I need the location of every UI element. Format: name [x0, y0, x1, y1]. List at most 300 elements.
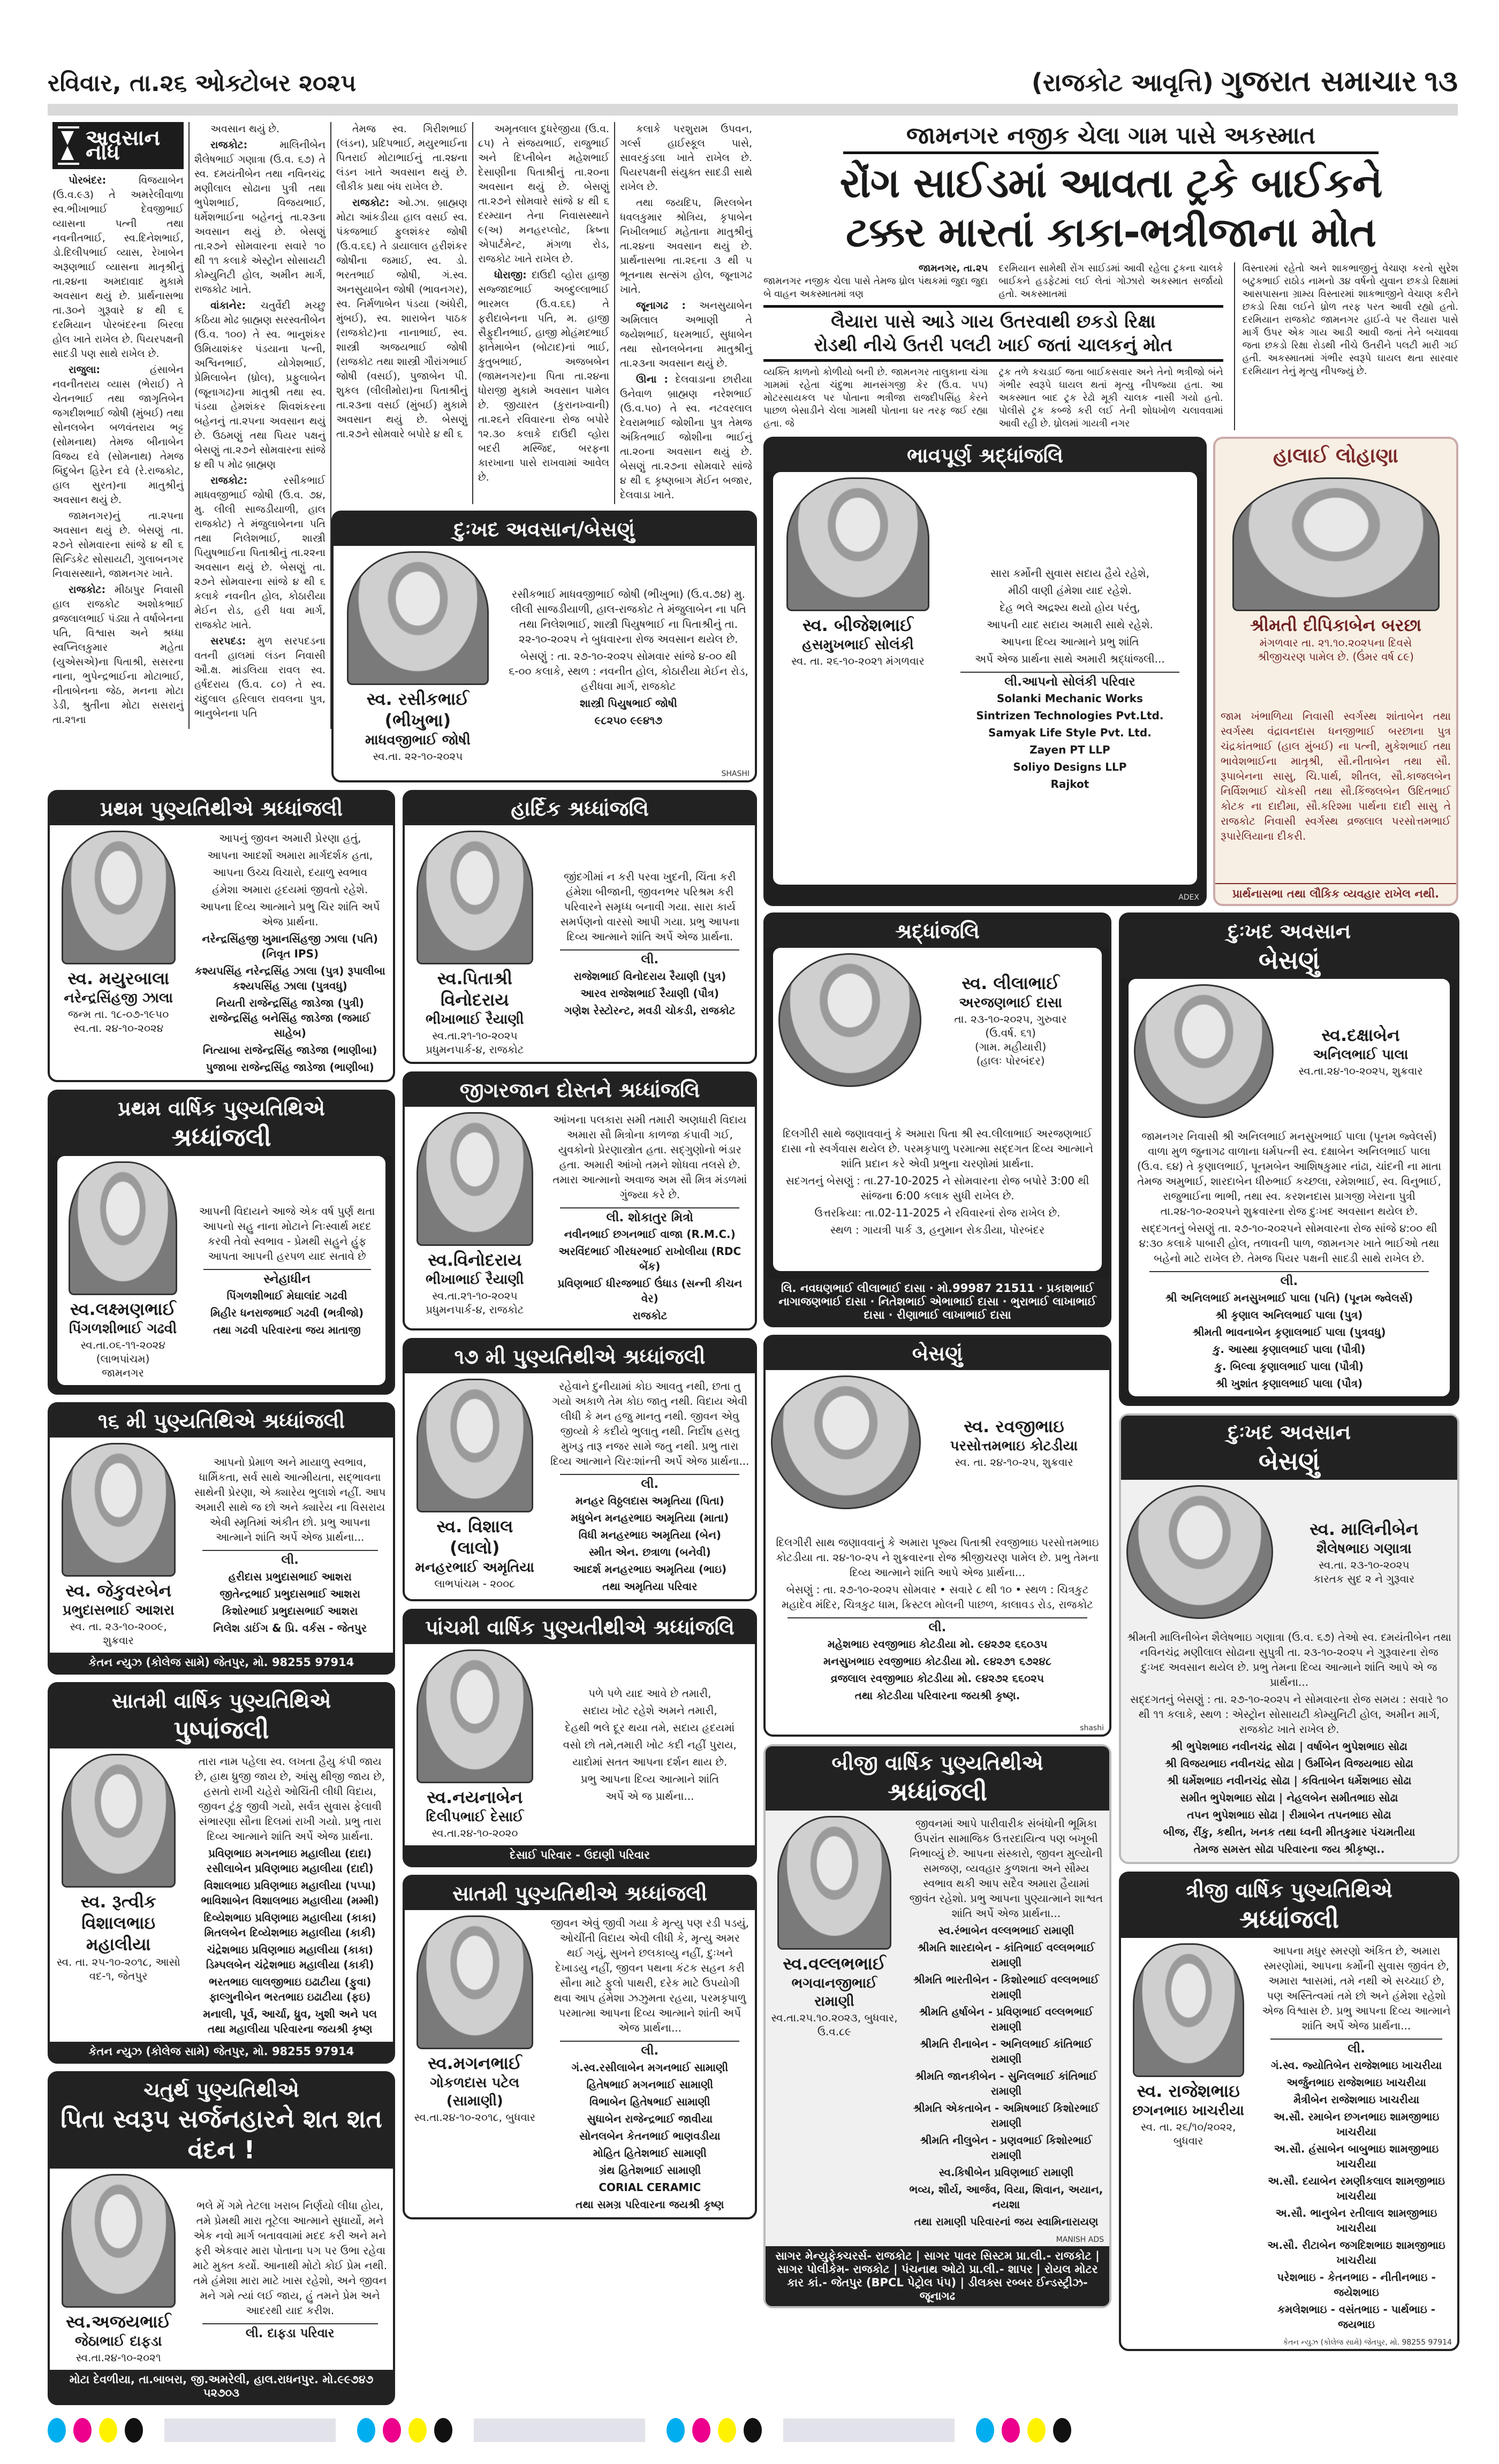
- cyan-registration-dot: [976, 2418, 994, 2443]
- ad-title: [1121, 915, 1457, 979]
- deceased-name: સ્વ. લીલાભાઈ: [962, 973, 1059, 993]
- deceased-name: સ્વ. મયુરબાલા: [67, 968, 170, 988]
- deceased-identity: [63, 1298, 183, 1380]
- deceased-name: સ્વ. રસીકભાઈ (ભીખુભા): [366, 689, 470, 731]
- right-half: [763, 122, 1458, 2351]
- deceased-date: પ્રધુમનપાર્ક-૪, રાજકોટ: [426, 1303, 524, 1316]
- obituary-ad: [403, 1071, 757, 1330]
- ad-title-text: પુષ્પાંજલી: [173, 1715, 269, 1744]
- family-member: વિભાબેન હિતેષભાઈ સામાણી: [589, 2095, 710, 2108]
- family-member: ગણેશ રેસ્ટોરન્ટ, મવડી ચોકડી, રાજકોટ: [564, 1004, 736, 1017]
- obituary-ad: [48, 1090, 395, 1395]
- tribute-text: [766, 1515, 1109, 1723]
- ad-column: [763, 912, 1111, 2308]
- family-member: હિતેષભાઈ મગનભાઈ સામાણી: [586, 2078, 714, 2091]
- deceased-name: સ્વ.લક્ષ્મણભાઈ: [70, 1299, 176, 1319]
- ad-content: [766, 1811, 1109, 2234]
- deceased-name: સ્વ. વિશાલ (લાલો): [436, 1516, 513, 1558]
- family-member: મનસુખભાઇ રવજીભાઇ કોટડીયા મો. ૯૪૨૭૧ ૬૭૨૪૮: [823, 1654, 1051, 1668]
- ad-title: [334, 513, 755, 546]
- ad-content: [334, 546, 755, 769]
- newspaper-name: ગુજરાત સમાચાર: [1221, 64, 1417, 98]
- deceased-name: સ્વ.વલ્લભભાઈ: [783, 1953, 886, 1974]
- portrait-photo: [62, 831, 176, 964]
- family-member: ગં.સ્વ.રસીલાબેન મગનભાઈ સામાણી: [571, 2061, 729, 2074]
- obituary-text: અમૃતલાલ દુધરેજીયા (ઉ.વ. ૮૫) તે સંજયભાઈ, રાજુભાઈ અને દિપ્તીબેન મહેશભાઈ દેસાણીના પિતાશ્રીનું તા.૨૦ના અવસાન થયું છે. બેસણું તા.૨૭ને સોમવારે સાંજે ૪ થી ૬ દરમ્યાન તેના નિવાસસ્થાને ૯(અ) મનહરપ્લોટ, ક્રિષ્ના એપાર્ટમેન્ટ, મંગળા રોડ, રાજકોટ ખાતે રાખેલ છે.: [478, 123, 609, 265]
- obituary-place: પોરબંદર:: [69, 174, 107, 186]
- obituary-entry: [478, 122, 609, 267]
- obituary-text: હંસાબેન નવનીતરાય વ્યાસ (ભેરાઈ) તે ચેતનભાઈ તથા જાગૃતિબેન જગદીશભાઈ જોષી (મુંબઈ) તથા સોનલબેન બળવંતરાય ભટ્ટ (સોમનાથ) તેમજ બીનાબેન વિજય દવે (સોમનાથ) તેમજ બિંદુબેન હિરેન દવે (રે.રાજકોટ, હાલ સુરત)ના માતુશ્રીનું અવસાન થયું છે.: [52, 364, 184, 506]
- deceased-date: (ઉ.વર્ષ. ૬૧): [985, 1026, 1036, 1039]
- ad-title-text: સાતમી પુણ્યતિથીએ શ્રધ્ધાંજલી: [452, 1882, 707, 1905]
- ad-title-text: સાતમી વાર્ષિક પુણ્યતિથિએ: [111, 1689, 331, 1713]
- ad-title: [50, 1092, 393, 1156]
- tribute-text: [1215, 669, 1456, 883]
- sub-headline-line: રોડથી નીચે ઉતરી પલટી ખાઈ જતાં ચાલકનું મોત: [814, 334, 1173, 356]
- ad-title-text: હાલાઈ લોહાણા: [1273, 444, 1398, 467]
- ad-title-text: શ્રદ્ધાંજલિ: [895, 919, 980, 943]
- color-bar: [783, 2419, 955, 2442]
- ad-content: [57, 1156, 385, 1385]
- ad-content: [1121, 1938, 1457, 2337]
- ad-footer: કેતન ન્યુઝ (કોલેજ સામે) જેતપુર, મો. 98255 97914: [50, 2042, 393, 2062]
- obituary-text: ચતુર્વેદી મચ્છુ કઠિયા મોઢ બ્રાહ્મણ સરસ્વતીબેન (ઉ.વ. ૧૦૦) તે સ્વ. ભાનુશંકર ઉમિયાશંકર પંડયાના પત્ની, અશ્વિનભાઈ, યોગેશભાઈ, પ્રેમિલાબેન (ધ્રોલ), પ્રફુલાબેન (જૂનાગઢ)ના માતુશ્રી તથા સ્વ. પંડયા હેમશંકર શિવશંકરના બહેનનું તા.૨૫ના અવસાન થયું છે. ઉઠમણું તથા પિયર પક્ષનું બેસણું તા.૨૭ને સોમવારના સાંજે ૪ થી ૫ મોઢ બ્રાહ્મણ: [194, 300, 325, 470]
- deceased-name: સ્વ.વિનોદરાય: [428, 1250, 522, 1270]
- family-member: નરેન્દ્રસિંહજી ખુમાનસિંહજી ઝાલા (પતિ) (નિવૃત IPS): [202, 932, 378, 960]
- cyan-registration-dot: [357, 2418, 375, 2443]
- tribute-line: સારા કર્મોની સુવાસ સદાય હૈયે રહેશે,: [990, 566, 1149, 580]
- family-member: Samyak Life Style Pvt. Ltd.: [988, 726, 1152, 739]
- family-member: શ્રીમતિ નીલુબેન - પ્રણવભાઈ કિશોરભાઈ રામાણી: [920, 2134, 1093, 2162]
- article-column: [1234, 262, 1458, 430]
- family-member: નિલેશ ડાઈંગ & પ્રિ. વર્કસ - જેતપુર: [213, 1622, 367, 1634]
- sub-headline: [763, 305, 1223, 362]
- ad-content: [50, 1438, 393, 1653]
- obituary-ad: [763, 1335, 1111, 1737]
- family-member: શાસ્ત્રી પિયુષભાઈ જોષી: [579, 697, 677, 710]
- family-member: શ્રી ભુપેશભાઇ નવીનચંદ્ર સોઢા | વર્ષાબેન ભુપેશભાઇ સોઢા: [1171, 1740, 1407, 1753]
- obituary-entry: [478, 268, 609, 485]
- deceased-identity: [791, 614, 925, 668]
- tribute-text: [773, 1092, 1102, 1271]
- tribute-line: આપની યાદ સદાય અમારી સાથે રહેશે.: [986, 618, 1153, 631]
- deceased-info: [50, 1748, 187, 2042]
- header-rule: [48, 104, 1458, 116]
- deceased-date: તા. ૨૩-૧૦-૨૦૨૫, ગુરુવાર: [954, 1013, 1067, 1025]
- deceased-surname: નરેન્દ્રસિંહજી ઝાલા: [64, 990, 173, 1006]
- ad-footer: મોટા દેવળીયા, તા.બાબરા, જી.અમરેલી, હાલ.રાધનપુર. મો.૯૯૭૪૭ ૫૨૭૦૩: [50, 2370, 393, 2403]
- ad-content: [773, 948, 1102, 1271]
- family-member: અ.સૌ. રીટાબેન જગદિશભાઇ શામજીભાઇ ખાચરીયા: [1267, 2239, 1445, 2267]
- deceased-surname: ભીખાભાઈ રૈયાણી: [426, 1272, 524, 1288]
- tribute-line: મીઠી વાણી હંમેશા યાદ રહેશે.: [1008, 583, 1132, 597]
- ad-title-text: બીજી વાર્ષિક પુણ્યતિથીએ: [831, 1751, 1043, 1775]
- tribute-line: આંખના પલકારા સમી તમારી અણધારી વિદાય અમારા સૌ મિત્રોના કાળજા કંપાવી ગઈ, યુવકોનો પ્રેરણાસ્ત્રોત હતા. સદ્ગુણોનો ભંડાર હતા. અમારી આંખો તમને શોધવા તલસે છે. તમારા આત્માનો અવાજ અમ સૌ મિત્ર મંડળમાં ગુંજ્યા કરે છે.: [552, 1113, 747, 1201]
- family-member: સમીત ભુપેશભાઇ સોઢા | નેહલબેન સમીતભાઇ સોઢા: [1180, 1791, 1398, 1804]
- deceased-info: [50, 2169, 187, 2370]
- ad-title: [50, 1684, 393, 1748]
- obituary-entry: [336, 122, 467, 194]
- ad-title: [1215, 439, 1456, 472]
- signatory-label: લી.: [1149, 1271, 1429, 1288]
- tribute-text: [187, 1438, 393, 1653]
- family-member: મનહર વિઠ્ઠલદાસ અમૃતિયા (પિતા): [575, 1494, 724, 1507]
- family-member: સ્વ.રંભાબેન વલ્લભભાઈ રામાણી: [938, 1924, 1074, 1937]
- issue-date: રવિવાર, તા.૨૬ ઓક્ટોબર ૨૦૨૫: [48, 70, 357, 97]
- left-half: [48, 122, 757, 2405]
- tribute-text: [545, 825, 755, 1062]
- deceased-date: સ્વ.તા. ૨૩-૧૦-૨૦૨૫: [1319, 1558, 1410, 1571]
- deceased-identity: [925, 972, 1096, 1068]
- family-member: શ્રી ખુશાંત કૃણાલભાઈ પાલા (પૌત્ર): [1215, 1377, 1363, 1390]
- portrait-photo: [786, 477, 929, 611]
- deceased-date: સ્વ.તા.૨૪-૧૦-૨૦૨૫, શુક્રવાર: [1298, 1064, 1423, 1077]
- obituary-text: દાઉદી વ્હોરા હાજી સજ્જાદભાઈ અબ્દુલ્લાભાઈ ભારમલ (ઉ.વ.૬૬) તે ફરીદાબેનના પતિ, મ. હાજી સૈફુદીનભાઈ, હાજી મોહંમદભાઈ ફાતેમાબેન (બોટાદ)નાં ભાઈ, કુતુબભાઈ, અજબબેન (જામનગર)ના પિતા તા.૨૪ના ધોરાજી મુકામે અવસાન પામેલ છે. જીયારત (કુરાનખ્વાની) તા.૨૬ને રવિવારના રોજ બપોરે ૧૨.૩૦ કલાકે દાઉદી વ્હોરા બદરી મસ્જિદ, બરફના કારખાના પાસે રાખવામાં આવેલ છે.: [478, 269, 609, 483]
- family-member: કમલેશભાઇ - વસંતભાઇ - પાર્થભાઇ - જયભાઇ: [1277, 2303, 1436, 2331]
- family-member: કિશોરભાઈ પ્રભુદાસભાઈ આશરા: [222, 1604, 358, 1617]
- deceased-identity: [410, 2052, 540, 2124]
- black-registration-dot: [125, 2418, 143, 2443]
- ad-title-text: હાર્દિક શ્રધ્ધાંજલિ: [511, 797, 649, 820]
- obituary-text: અનસુયાબેન અમિલાલ અભાણી તે જયેશભાઈ, ધરમભાઈ, સુધાબેન તથા સોનલબેનના માતુશ્રીનું તા.૨૩ના અવસાન થયું છે.: [620, 300, 753, 369]
- deceased-identity: [924, 1416, 1104, 1469]
- family-member: મધુબેન મનહરભાઇ અમૃતિયા (માતા): [571, 1511, 729, 1524]
- tribute-line: જામનગર નિવાસી શ્રી અનિલભાઈ મનસુખભાઈ પાલા (પૂનમ જ્વેલર્સ) વાળા મુળ જુનાગઢ વાળાના ધર્મપત્ની સ્વ. દક્ષાબેન અનિલભાઈ પાલા (ઉ.વ. ૬૪) તે કૃણાલભાઈ, પૂનમબેન આશિષકુમાર નાંઢા, ચાંદની ના માતા તેમજ અમુભાઈ, શારદાબેન ધીરુભાઈ કચ્છલા, રમેશભાઈ, સ્વ. વિનુભાઈ, રાજુભાઈના ભાભી, તથા સ્વ. કરશનદાસ પ્રાગજી ખેરાના પુત્રી તા.૨૪-૧૦-૨૦૨૫ને શુક્રવારના રોજ દુઃખદ અવસાન થયેલ છે.: [1137, 1130, 1441, 1218]
- deceased-date: સ્વ.તા.૨૪-૧૦-૨૦૨૧: [75, 2351, 161, 2364]
- tribute-line: દિલગીરી સાથ જણાવવાનું કે અમારા પૂજ્ય પિતાશ્રી રવજીભાઇ પરસોત્તમભાઇ કોટડીયા તા. ૨૪-૧૦-૨૫ ને શુક્રવારના રોજ શ્રીજીચરણ પામેલ છે. પ્રભુ તેમના દિવ્ય આત્માને શાંતિ આપે એજ પ્રાર્થના...: [776, 1535, 1099, 1579]
- family-member: તપન ભુપેશભાઇ સોઢા | રીમાબેન તપનભાઇ સોઢા: [1187, 1808, 1391, 1821]
- obituary-block: [48, 122, 757, 782]
- deceased-date: કારતક સુદ ૨ ને ગુરૂવાર: [1313, 1572, 1415, 1585]
- family-member: અ.સૌ. રમાબેન છગનભાઇ શામજીભાઇ ખાચરીયા: [1273, 2110, 1440, 2138]
- ad-title-text: ચતુર્થ પુણ્યતિથીએ: [143, 2078, 299, 2102]
- tribute-line: દિલગીરી સાથે જણાવવાનું કે અમારા પિતા શ્રી સ્વ.લીલાભાઈ અરજણભાઈ દાસા નો સ્વર્ગવાસ થયેલ છે. પરમકૃપાળુ પરમાત્મા સદ્દગત દિવ્ય આત્માને શાંતિ પ્રદાન કરે એવી પ્રભુના ચરણોમાં પ્રાર્થના.: [781, 1127, 1094, 1170]
- family-member: શ્રી કૃણાલ અનિલભાઈ પાલા (પુત્ર): [1215, 1309, 1363, 1321]
- family-member: વિશાલભાઇ પ્રવિણભાઇ મહાલીયા (પપ્પા) ભાવિશાબેન વિશાલભાઇ મહાલીયા (મમ્મી): [201, 1879, 379, 1907]
- obituary-columns-right: [331, 122, 757, 782]
- ad-footer: દેસાઈ પરિવાર - ઉદાણી પરિવાર: [405, 1845, 755, 1865]
- ad-title: [766, 1746, 1109, 1811]
- family-member: આરવ રાજેશભાઈ રૈયાણી (પૌત્ર): [580, 987, 720, 1000]
- deceased-name: સ્વ.નયનાબેન: [427, 1787, 523, 1807]
- ad-title-text: શ્રધ્ધાંજલી: [887, 1777, 988, 1806]
- tribute-text: [903, 1811, 1109, 2234]
- obituary-place: ઊના :: [636, 374, 669, 385]
- family-member: તેમજ સમસ્ત સોઢા પરિવારના જય શ્રીકૃષ્ણ..: [1193, 1843, 1385, 1855]
- yellow-registration-dot: [1027, 2418, 1046, 2443]
- deceased-identity: [771, 1953, 898, 2039]
- registration-dots: [357, 2418, 452, 2443]
- family-member: કુ. બિલ્વા કૃણાલભાઈ પાલા (પૌત્રી): [1214, 1360, 1364, 1373]
- portrait-photo: [771, 1375, 921, 1509]
- signatory-label: લી.: [202, 1550, 378, 1567]
- ad-footer: લિ. નવઘણભાઈ લીલાભાઈ દાસા · મો.99987 21511 · પ્રકાશભાઈ નાગાજણભાઈ દાસા · નિતેશભાઈ એભાભાઈ દાસા · ભુરાભાઈ લાખાભાઈ દાસા · રીણાભાઈ લાખાભાઈ દાસા: [766, 1279, 1109, 1325]
- family-member: તથા રામાણી પરિવારનાં જય સ્વામિનારાયણ: [914, 2215, 1099, 2228]
- ad-title-text: પાંચમી વાર્ષિક પુણ્યતીથીએ શ્રધ્ધાંજલિ: [425, 1616, 735, 1639]
- obituary-place: રાજકોટ:: [210, 139, 248, 151]
- family-member: Soliyo Designs LLP: [1013, 760, 1127, 773]
- family-member: પરેશભાઇ - કેતનભાઇ - નીતીનભાઇ - જયેશભાઇ: [1277, 2271, 1436, 2299]
- deceased-surname: શૈલેષભાઇ ગણાત્રા: [1316, 1541, 1412, 1557]
- deceased-date: સ્વ.તા.૨૧-૧૦-૨૦૨૫: [431, 1029, 518, 1042]
- family-member: જીતેન્દ્રભાઈ પ્રભુદાસભાઈ આશરા: [219, 1587, 361, 1600]
- deceased-date: સ્વ.તા.૨૧-૧૦-૨૦૨૫: [431, 1289, 518, 1302]
- ad-title-text: શ્રધ્ધાંજલી: [171, 1123, 271, 1152]
- tribute-text: [187, 825, 393, 1080]
- page-number: ૧૩: [1424, 64, 1458, 98]
- black-registration-dot: [434, 2418, 452, 2443]
- tribute-line: સદગતનું બેસણું : તા.27-10-2025 ને સોમવારના રોજ બપોરે 3:00 થી સાંજના 6:00 કલાક સુધી રાખેલ છે.: [785, 1174, 1089, 1202]
- obituary-text: માલિનીબેન શૈલેષભાઈ ગણાત્રા (ઉ.વ. ૬૭) તે સ્વ. દમયંતીબેન તથા નવિનચંદ્ર મણીલાલ સોઢાના પુત્રી તથા ભુપેશભાઈ, વિજયભાઈ, ધર્મેશભાઈના બહેનનું તા.૨૩ના અવસાન થયું છે. બેસણું તા.૨૭ને સોમવારના સવારે ૧૦ થી ૧૧ કલાકે એસ્ટ્રોન સોસાયટી કોમ્યુનિટી હોલ, અમીન માર્ગ, રાજકોટ ખાતે.: [194, 139, 325, 295]
- family-member: વ્રજલાલ રવજીભાઇ કોટડીયા મો. ૯૪૨૭૨ ૬૬૦૨૫: [830, 1671, 1044, 1685]
- deceased-date: સ્વ.તા. ૨૨-૧૦-૨૦૨૫: [373, 750, 463, 763]
- ad-content: [50, 1748, 393, 2042]
- tribute-text: [545, 1373, 755, 1599]
- family-member: કશ્યપસિંહ નરેન્દ્રસિંહ ઝાલા (પુત્ર) રૂપાલીબા કશ્યપસિંહ ઝાલા (પુત્રવધુ): [194, 964, 385, 992]
- portrait-photo: [1133, 1943, 1244, 2077]
- ad-title-text: પ્રથમ પુણ્યતિથીએ શ્રધ્ધાંજલી: [100, 797, 343, 820]
- family-member: સ્વ.કિષીબેન પ્રવિણભાઈ રામાણી: [938, 2166, 1074, 2179]
- ad-title: [405, 1074, 755, 1107]
- black-registration-dot: [744, 2418, 762, 2443]
- deceased-name: સ્વ. માલિનીબેન: [1309, 1519, 1419, 1539]
- ad-content: [1129, 979, 1450, 1396]
- agency-credit: કેતન ન્યુઝ (કોલેજ સામે) જેતપુર, મો. 98255 97914: [1283, 2338, 1452, 2347]
- ad-title-text: પિતા સ્વરૂપ સર્જનહારને શત શત વંદન !: [60, 2104, 382, 2164]
- deceased-identity: [66, 2311, 171, 2364]
- obituary-ad: [763, 437, 1207, 906]
- magenta-registration-dot: [73, 2418, 92, 2443]
- portrait-photo: [417, 1915, 533, 2049]
- signatory-label: લી.: [560, 2041, 739, 2058]
- portrait-photo: [417, 1112, 533, 1246]
- family-member: સુધાબેન રાજેન્દ્રભાઈ જાવીયા: [587, 2112, 713, 2125]
- deceased-info: [773, 948, 1102, 1092]
- deceased-identity: [55, 1580, 181, 1647]
- ad-title-text: ૧૬ મી પુણ્યતિથિએ શ્રધ્ધાંજલી: [97, 1409, 345, 1433]
- ad-column: [48, 790, 395, 2405]
- dateline: જામનગર, તા.૨૫: [918, 263, 988, 274]
- family-member: તથા અમૃતિયા પરિવાર: [602, 1580, 698, 1593]
- deceased-info: [50, 825, 187, 1080]
- tribute-line: આપના ઉચ્ચ વિચારો, દયાળુ સ્વભાવ: [213, 866, 368, 879]
- obituary-ad: [403, 1609, 757, 1867]
- ad-content: [1121, 1480, 1457, 1862]
- ad-title: [766, 1337, 1109, 1370]
- portrait-photo: [1134, 984, 1274, 1118]
- obituary-text: અવસાન થયું છે.: [210, 123, 280, 135]
- ad-title-text: પ્રથમ વાર્ષિક પુણ્યતિથિએ: [117, 1097, 325, 1120]
- deceased-date: લાભપાંચમ - ૨૦૦૮: [434, 1577, 516, 1590]
- obituary-ad: [403, 1338, 757, 1601]
- ad-content: [405, 1644, 755, 1845]
- portrait-photo: [1126, 1485, 1273, 1619]
- tribute-line: આપના મધુર સ્મરણો અંકિત છે, અમારા સ્મરણોમાં, આપના કર્મોની સુવાસ જીવંત છે, અમારા શ્વાસમાં, તમે નથી એ સચ્ચાઈ છે, પણ અસ્તિત્વમાં તમે છો અને હંમેશા રહેશો એજ વિશ્વાસ છે. પ્રભુ આપના દિવ્ય આત્માને શાંતિ અર્પે એજ પ્રાર્થના...: [1262, 1944, 1451, 2032]
- deceased-info: [766, 1370, 1109, 1515]
- tribute-line: આપનો પ્રેમાળ અને માયાળુ સ્વભાવ, ધાર્મિકતા, સર્વ સાથે આત્મીયતા, સદ્ભાવના સાથેની પ્રેરણા, એ ક્યારેય ભુલાશે નહીં. આપ અમારી સાથે જ છો અને ક્યારેય ના વિસરાય એવી સ્મૃતિમાં અંકીત છો. પ્રભુ આપના આત્માને શાંતિ અર્પે એજ પ્રાર્થના...: [194, 1456, 386, 1543]
- obituary-column: [331, 122, 473, 504]
- ad-title: [50, 1404, 393, 1438]
- obituary-text: મીઠાપુર નિવાસી હાલ રાજકોટ અશોકભાઈ વ્રજલાલભાઈ પંડ્યા તે વર્ષાબેનના પતિ, વિશ્વાસ અને શ્રધ્ધા સ્વપ્નિલકુમાર મહેતા (યુએસએ)ના પિતાશ્રી, સસરના નાના, ભુપેન્દ્રભાઈના મોટાભાઈ, નીતાબેનના જેઠ, મનના મોટા ડેડી, શ્રુતીના મોટા સસરાનું તા.૨૧ના: [52, 584, 184, 726]
- tribute-line: સદાય ખોટ રહેશે અમને તમારી,: [582, 1704, 717, 1717]
- deceased-surname: દિલીપભાઈ દેસાઈ: [426, 1809, 524, 1825]
- deceased-name: સ્વ.અજયભાઈ: [66, 2311, 171, 2332]
- tribute-line: બેસણું : તા. ૨૭-૧૦-૨૦૨૫ સોમવાર • સવારે ૮ થી ૧૦ • સ્થળ : ચિત્રકુટ મહાદેવ મંદિર, ચિત્રકુટ ધામ, ક્રિસ્ટલ મોલની પાછળ, કાલાવડ રોડ, રાજકોટ: [781, 1583, 1094, 1611]
- section-title: અવસાન નોંધ: [86, 126, 161, 165]
- ad-title: [405, 1877, 755, 1910]
- agency-credit: SHASHI: [721, 770, 750, 778]
- deceased-date: સ્વ.તા.૨૪-૧૦-૨૦૧૮, બુધવાર: [414, 2111, 536, 2124]
- magenta-registration-dot: [1002, 2418, 1020, 2443]
- tribute-line: આપની વિદાયને આજે એક વર્ષ પુર્ણ થતા આપનો સહુ નાના મોટાને નિઃસ્વાર્થ મદદ કરવી તેવો સ્વભાવ - પ્રેમથી સહુને હુંફ આપતા આપની હરપળ યાદ સતાવે છે: [199, 1205, 375, 1263]
- ad-title-text: દુઃખદ અવસાન: [1227, 919, 1351, 943]
- obituary-entry: [52, 173, 184, 361]
- deceased-identity: [410, 968, 540, 1056]
- obituary-ad: [403, 790, 757, 1064]
- family-member: આદર્શ મનહરભાઇ અમૃતિયા (ભાઇ): [573, 1563, 727, 1576]
- obituary-place: રાજકોટ:: [352, 197, 390, 209]
- ad-column: [403, 790, 757, 2219]
- deceased-date: સ્વ. તા. ૨૩-૧૦-૨૦૦૯, શુક્રવાર: [70, 1620, 167, 1647]
- deceased-surname: પિંગળશીભાઈ ગઢવી: [69, 1321, 177, 1337]
- family-member: શ્રીમતી ભાવનાબેન કૃણાલભાઈ પાલા (પુત્રવધુ): [1192, 1326, 1386, 1339]
- tribute-line: શ્રીમતી માલિનીબેન શૈલેષભાઇ ગણાત્રા (ઉ.વ. ૬૭) તેઓ સ્વ. દમયંતીબેન તથા નવિનચંદ્ર મણીલાલ સોઢાના સુપુત્રી તા. ૨૩-૧૦-૨૦૨૫ ને ગુરૂવારના રોજ દુઃખદ અવસાન થયેલ છે. પ્રભુ તેમના દિવ્ય આત્માને શાંતિ આપે એ જ પ્રાર્થના...: [1127, 1631, 1451, 1689]
- obituary-text: તેમજ સ્વ. ગિરીશભાઈ (લંડન), પ્રદિપભાઈ, મયુરભાઈના પિતરાઈ મોટાભાઈનું તા.૨૪ના લંડન ખાતે અવસાન થયું છે. લૌકીક પ્રથા બંધ રાખેલ છે.: [336, 123, 467, 193]
- tribute-text: [187, 2169, 393, 2370]
- obituary-ad: [1119, 1413, 1459, 1864]
- ad-title: [50, 2073, 393, 2169]
- deceased-surname: અરજણભાઈ દાસા: [959, 995, 1063, 1011]
- obituary-entry: [620, 372, 752, 503]
- obituary-entry: [620, 299, 752, 371]
- tribute-text: [1255, 1938, 1457, 2337]
- ad-content: [766, 1370, 1109, 1723]
- portrait-photo: [417, 1649, 533, 1783]
- tribute-text: [545, 1107, 755, 1328]
- deceased-name: સ્વ. રૂત્વીક વિશાલભાઇ મહાલીયા: [80, 1891, 156, 1955]
- tribute-line: રસીકભાઈ માધવજીભાઈ જોષી (ભીખુભા) (ઉ.વ.૭૪) મુ. લીલી સાજડીયાળી, હાલ-રાજકોટ તે મંજુલાબેન ના પતિ તથા નિલેશભાઈ, શાસ્ત્રી પિયુષભાઈ ના પિતાશ્રીનું તા. ૨૨-૧૦-૨૦૨૫ ને બુધવારના રોજ અવસાન થયેલ છે.: [511, 588, 746, 645]
- page-header: [48, 64, 1458, 98]
- ad-title-text: ૧૭ મી પુણ્યતિથીએ શ્રધ્ધાંજલી: [454, 1345, 706, 1368]
- portrait-photo: [69, 1161, 177, 1295]
- obituary-entry: [194, 138, 325, 297]
- portrait-photo: [62, 1443, 176, 1577]
- family-member: રાજેશભાઈ વિનોદરાય રૈયાણી (પુત્ર): [573, 970, 726, 983]
- obituary-text: જામનગર)નું તા.૨૫ના અવસાન થયું છે. બેસણું તા. ૨૭ને સોમવારના સાંજે ૪ થી ૬ સિન્ડિકેટ સોસાયટી, ગુલાબનગર નિવાસસ્થાને, જામનગર ખાતે.: [52, 510, 184, 580]
- deceased-identity: [426, 1249, 524, 1317]
- tribute-line: રહેવાને દુનીયામાં કોઇ આવતુ નથી, છતા તુ ગયો અકાળે તેમ કોઇ જાતુ નથી. વિદાય એવી લીધી કે મન હજુ માનતુ નથી. જીવન એવુ જીવ્યો કે કદીયે ભુલાતુ નથી. નિર્દોષ હસતુ મુખડુ તારૂ નજર સામે જતુ નથી. પ્રભુ તારા દિવ્ય આત્માને ચિરઃશાંન્તી અર્પે એજ પ્રાર્થના...: [550, 1380, 750, 1467]
- tribute-text: [502, 546, 755, 769]
- article-kicker: જામનગર નજીક ચેલા ગામ પાસે અકસ્માત: [843, 122, 1379, 154]
- portrait-photo: [62, 1754, 176, 1888]
- family-member: શ્રી ધર્મેશભાઇ નવીનચંદ્ર સોઢા | કવિતાબેન ધર્મેશભાઇ સોઢા: [1167, 1774, 1412, 1787]
- article-column: [998, 366, 1223, 430]
- obituary-ad: [403, 1875, 757, 2219]
- news-article: [763, 122, 1458, 430]
- deceased-info: [1121, 1480, 1457, 1624]
- deceased-info: [1121, 1938, 1255, 2337]
- family-member: તથા ગઢવી પરિવારના જય માતાજી: [213, 1324, 361, 1336]
- ad-content: [50, 2169, 393, 2370]
- family-member: અરવિંદભાઈ ગીરધરભાઈ રાખોલીયા (RDC બેંક): [558, 1245, 741, 1273]
- tribute-line: આપનું જીવન અમારી પ્રેરણા હતું,: [218, 832, 361, 845]
- obituary-entry: [194, 474, 325, 633]
- agency-credit: ADEX: [1178, 893, 1199, 902]
- tribute-line: ભલે મેં ગમે તેટલા ખરાબ નિર્ણયો લીધા હોય, તમે પ્રેમથી મારા તૂટેલા આત્માને સુધાર્યો, મને એક નવો માર્ગ બતાવવામાં મદદ કરી અને મને ફરી એકવાર મારા પોતાના પગ પર ઉભા રહેવા માટે મુક્ત કર્યો. આનાથી મોટો કોઈ પ્રેમ નથી. તમે હંમેશા મારા માટે ખાસ રહેશો, અને જીવન મને ગમે ત્યાં લઈ જાય, હું તમને પ્રેમ અને આદરથી યાદ કરીશ.: [193, 2199, 388, 2317]
- family-member: ચંદ્રેશભાઇ પ્રવિણભાઇ મહાલીયા (કાકા) ડિમ્પલબેન ચંદ્રેશભાઇ મહાલીયા (કાકી): [206, 1943, 374, 1971]
- agency-credit: shashi: [1080, 1724, 1104, 1732]
- deceased-info: [405, 825, 545, 1062]
- family-member: શ્રીમતિ રીનાબેન - અનિલભાઈ કાંતિભાઈ રામાણી: [920, 2037, 1093, 2065]
- deceased-identity: [1250, 614, 1421, 664]
- obituary-ad: [1213, 437, 1458, 906]
- ad-title-text: શ્રધ્ધાંજલી: [1239, 1905, 1339, 1934]
- tribute-line: દેહ ભલે અદ્રશ્ય થયો હોય પરંતુ,: [1000, 600, 1140, 614]
- family-member: Solanki Mechanic Works: [996, 691, 1143, 705]
- obituary-columns-group: [331, 122, 757, 504]
- obituary-place: વાંકાનેર:: [210, 300, 246, 311]
- deceased-identity: [1126, 2080, 1250, 2148]
- family-member: શ્રીમતિ એકતાબેન - અમિષભાઈ કિશોરભાઈ રામાણી: [913, 2102, 1100, 2130]
- obituary-text: કલાકે પરશુરામ ઉપવન, ગર્લ્સ હાઈસ્કૂલ પાસે, સાવરકુંડલા ખાતે રાખેલ છે. પિયરપક્ષની સંયુક્ત સાદડી સાથે રાખેલ છે.: [620, 123, 752, 193]
- tribute-text: [1121, 1624, 1457, 1862]
- obituary-entry: [194, 299, 325, 472]
- deceased-identity: [55, 1891, 181, 1983]
- family-member: અ.સૌ. ભાનુબેન રતીલાલ શામજીભાઇ ખાચરીયા: [1275, 2207, 1437, 2234]
- signatory-label: લી. શોકાતુર મિત્રો: [560, 1207, 739, 1225]
- ad-content: [773, 472, 1197, 885]
- registration-dots: [48, 2418, 143, 2443]
- family-member: પ્રવિણભાઇ મગનભાઇ મહાલીયા (દાદા) રસીલાબેન પ્રવિણભાઇ મહાલીયા (દાદી): [206, 1847, 374, 1875]
- ad-title-text: બેસણું: [1258, 946, 1320, 975]
- tribute-line: ઉત્તરક્રિયા: તા.02-11-2025 ને રવિવારનાં રોજ રાખેલ છે.: [814, 1206, 1061, 1219]
- yellow-registration-dot: [718, 2418, 736, 2443]
- obituary-entry: [194, 634, 325, 721]
- family-member: અ.સૌ. હંસાબેન બાબુભાઇ શામજીભાઇ ખાચરીયા: [1274, 2142, 1439, 2170]
- tribute-line: સદ્દગતનું બેસણું તા. ૨૭-૧૦-૨૦૨૫ને સોમવારના રોજ સાંજે ૪:૦૦ થી ૪:૩૦ કલાકે પાબારી હોલ, તળાવની પાળ, જામનગર ખાતે ભાઈઓ તથા બહેનો માટે રાખેલ છે. તેમજ પિયર પક્ષની સાદડી સાથે રાખેલ છે.: [1139, 1222, 1440, 1265]
- family-member: શ્રીમતિ જાનકીબેન - સુનિલભાઈ કાંતિભાઈ રામાણી: [915, 2070, 1097, 2097]
- deceased-name: સ્વ.પિતાશ્રી વિનોદરાય: [437, 968, 512, 1010]
- obituary-entry: [620, 196, 752, 297]
- ad-title: [766, 915, 1109, 948]
- agency-credit: MANISH ADS: [1056, 2235, 1104, 2244]
- tribute-text: [545, 1910, 755, 2217]
- deceased-name: સ્વ.મગનભાઈ: [427, 2053, 522, 2073]
- family-member: સ્મીત એન. છત્રાળા (બનેવી): [588, 1546, 711, 1558]
- ad-title-text: ત્રીજી વાર્ષિક પુણ્યતિથિએ: [1186, 1879, 1392, 1902]
- family-member: ભરતભાઇ લાલજીભાઇ ઇઢાટીયા (ફુવા) ફાલ્ગુનીબેન ભરતભાઇ ઇઢાટીયા (ફઇ): [209, 1975, 372, 2003]
- ad-grid-left: [48, 790, 757, 2405]
- portrait-photo: [778, 953, 921, 1087]
- deceased-name: સ્વ. રવજીભાઇ: [964, 1416, 1064, 1436]
- family-member: ૯૮૨૫૦ ૯૯૪૧૭: [594, 714, 663, 727]
- ad-footer: કેતન ન્યુઝ (કોલેજ સામે) જેતપુર, મો. 98255 97914: [50, 1653, 393, 1672]
- deceased-info: [57, 1156, 188, 1385]
- tribute-line: અર્પે એજ પ્રાર્થના સાથે અમારી શ્રદ્ધાંજલી...: [975, 652, 1165, 665]
- obituary-ad: [331, 511, 757, 782]
- deceased-surname: મનહરભાઈ અમૃતિયા: [415, 1560, 535, 1576]
- deceased-surname: માધવજીભાઈ જોષી: [365, 732, 471, 748]
- family-member: શ્રીમતિ હર્ષાબેન - પ્રવિણભાઈ વલ્લભભાઈ રામાણી: [919, 2005, 1094, 2033]
- deceased-name: સ્વ. રાજેશભાઇ: [1137, 2081, 1240, 2101]
- family-member: ભવ્ય, શૌર્ય, આર્જવ, વિયા, શિવાન, અયાન, નયશા: [909, 2183, 1103, 2211]
- family-member: વિધી મનહરભાઇ અમૃતિયા (બેન): [578, 1528, 722, 1541]
- obituary-text: વિજયાબેન (ઉ.વ.૯૩) તે અમરેલીવાળા સ્વ.ભીખાભાઈ દેવજીભાઈ વ્યાસના પત્ની તથા નવનીતભાઈ, સ્વ.દિનેશભાઈ, ડો.દિલીપભાઈ વ્યાસ, રેખાબેન અરૂણભાઈ વ્યાસના માતૃશ્રીનું તા.૨૪ના અમદાવાદ મુકામે અવસાન થયું છે. પ્રાર્થનાસભા તા.૩૦ને ગુરૂવારે ૪ થી ૬ દરમિયાન પોરબંદરના બિરલા હોલ ખાતે રાખેલ છે. પિયરપક્ષની સાદડી પણ સાથે રાખેલ છે.: [52, 174, 184, 360]
- family-member: Rajkot: [1050, 777, 1089, 790]
- obituary-ad: [48, 2071, 395, 2405]
- color-bar: [164, 2419, 336, 2442]
- deceased-info: [1129, 979, 1450, 1123]
